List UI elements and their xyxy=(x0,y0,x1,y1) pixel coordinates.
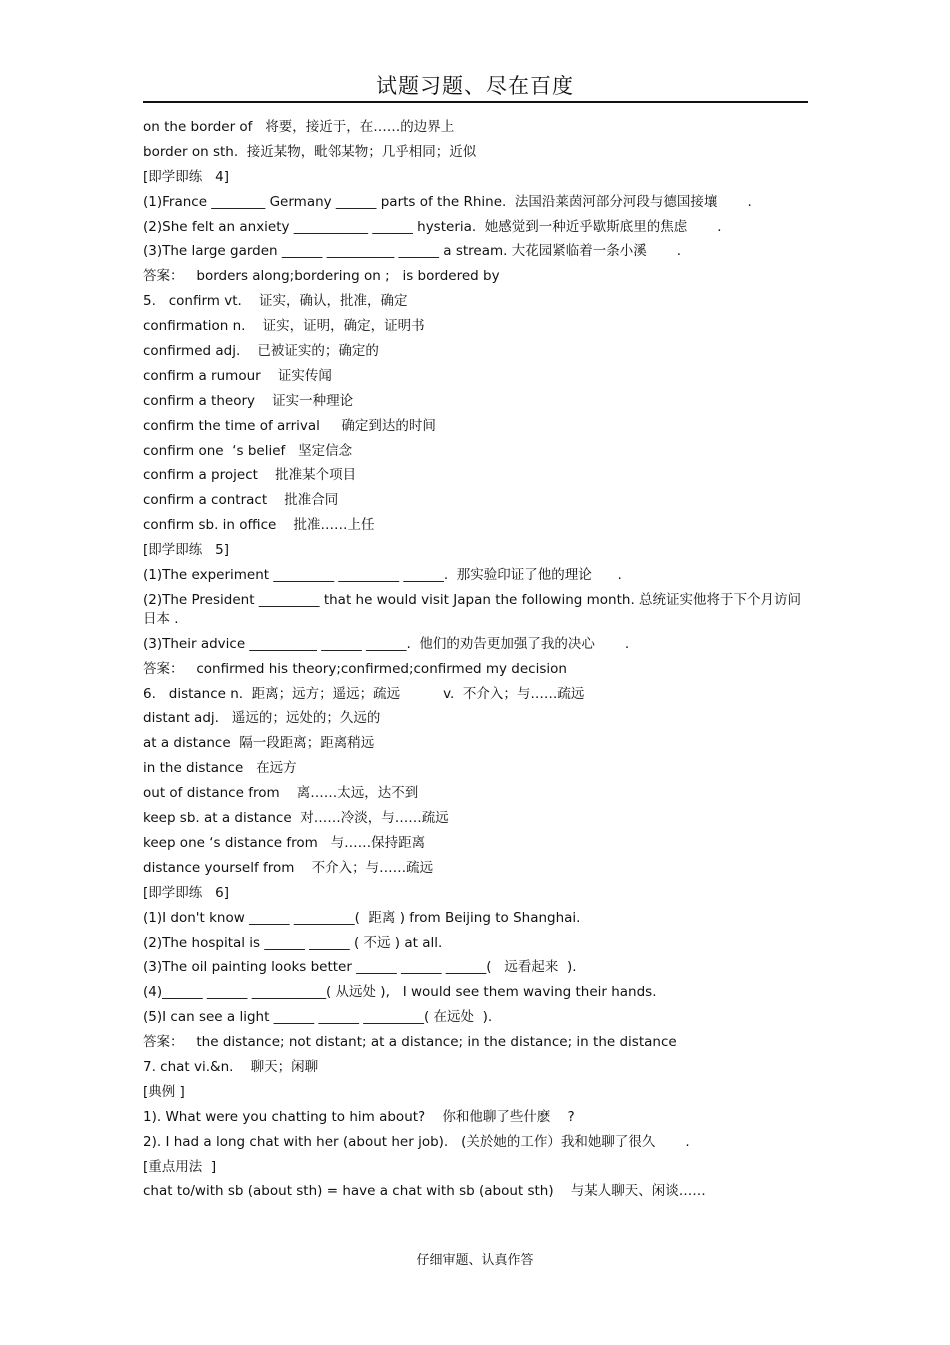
document-line: confirm a rumour 证实传闻 xyxy=(143,367,332,384)
document-line: confirmed adj. 已被证实的；确定的 xyxy=(143,343,379,360)
document-line: [即学即练 6] xyxy=(143,884,229,901)
document-line: distance yourself from 不介入；与……疏远 xyxy=(143,859,434,876)
document-line: confirmation n. 证实，证明，确定，证明书 xyxy=(143,318,425,335)
document-line: 7. chat vi.&n. 聊天；闲聊 xyxy=(143,1058,319,1075)
document-line: [即学即练 5] xyxy=(143,542,229,559)
document-line: (4)______ ______ ___________( 从远处 ), I would see them waving their hands. xyxy=(143,984,657,1001)
document-line: 答案： borders along;bordering on ; is bordered by xyxy=(143,268,500,285)
document-line: keep one ‘s distance from 与……保持距离 xyxy=(143,834,426,851)
document-line: (2)She felt an anxiety ___________ ______ hysteria. 她感觉到一种近乎歇斯底里的焦虑 . xyxy=(143,218,722,235)
document-line: (3)Their advice __________ ______ ______. 他们的劝告更加强了我的决心 . xyxy=(143,635,630,652)
document-line: [即学即练 4] xyxy=(143,168,229,185)
document-line: confirm a theory 证实一种理论 xyxy=(143,392,354,409)
document-line: confirm a project 批准某个项目 xyxy=(143,467,357,484)
document-line: 答案： the distance; not distant; at a distance; in the distance; in the distance xyxy=(143,1034,677,1051)
document-line: confirm sb. in office 批准……上任 xyxy=(143,517,375,534)
document-line: (1)France ________ Germany ______ parts of the Rhine. 法国沿莱茵河部分河段与德国接壤 . xyxy=(143,193,752,210)
document-line: at a distance 隔一段距离；距离稍远 xyxy=(143,735,375,752)
document-line: 1). What were you chatting to him about? 你和他聊了些什麽 ? xyxy=(143,1108,575,1125)
document-line: chat to/with sb (about sth) = have a chat with sb (about sth) 与某人聊天、闲谈…… xyxy=(143,1183,706,1200)
document-line: confirm one ‘s belief 坚定信念 xyxy=(143,442,353,459)
document-line: confirm the time of arrival 确定到达的时间 xyxy=(143,417,436,434)
document-line: [重点用法 ] xyxy=(143,1158,217,1175)
document-line: out of distance from 离……太远，达不到 xyxy=(143,785,419,802)
document-line: 5. confirm vt. 证实，确认，批准，确定 xyxy=(143,293,408,310)
document-line: 2). I had a long chat with her (about her job). (关於她的工作）我和她聊了很久 . xyxy=(143,1133,690,1150)
page-footer: 仔细审题、认真作答 xyxy=(416,1253,534,1268)
document-line: (2)The hospital is ______ ______ ( 不远 ) at all. xyxy=(143,934,443,951)
document-line: 答案： confirmed his theory;confirmed;confirmed my decision xyxy=(143,660,567,677)
document-line: [典例 ] xyxy=(143,1083,185,1100)
document-line: (3)The oil painting looks better ______ ______ ______( 远看起来 ). xyxy=(143,959,577,976)
document-line: confirm a contract 批准合同 xyxy=(143,492,339,509)
document-line: keep sb. at a distance 对……冷淡，与……疏远 xyxy=(143,810,449,827)
document-line: distant adj. 遥远的；远处的；久远的 xyxy=(143,710,381,727)
document-line: (5)I can see a light ______ ______ _________( 在远处 ). xyxy=(143,1009,493,1026)
document-body xyxy=(143,118,808,1207)
document-line: in the distance 在远方 xyxy=(143,760,297,777)
page-header-title: 试题习题、尽在百度 xyxy=(376,74,574,98)
document-line: (1)I don't know ______ _________( 距离 ) from Beijing to Shanghai. xyxy=(143,909,581,926)
document-line: (3)The large garden ______ __________ ______ a stream. 大花园紧临着一条小溪 . xyxy=(143,243,682,260)
document-line: 6. distance n. 距离；远方；遥远；疏远 v. 不介入；与……疏远 xyxy=(143,685,585,702)
document-line: on the border of 将要，接近于，在……的边界上 xyxy=(143,119,455,135)
document-line: border on sth. 接近某物，毗邻某物；几乎相同；近似 xyxy=(143,143,477,160)
document-line: (2)The President _________ that he would visit Japan the following month. 总统证实他将于下个月访问日本 . xyxy=(143,591,802,627)
document-line: (1)The experiment _________ _________ ______. 那实验印证了他的理论 . xyxy=(143,567,622,584)
header-divider xyxy=(143,101,808,103)
